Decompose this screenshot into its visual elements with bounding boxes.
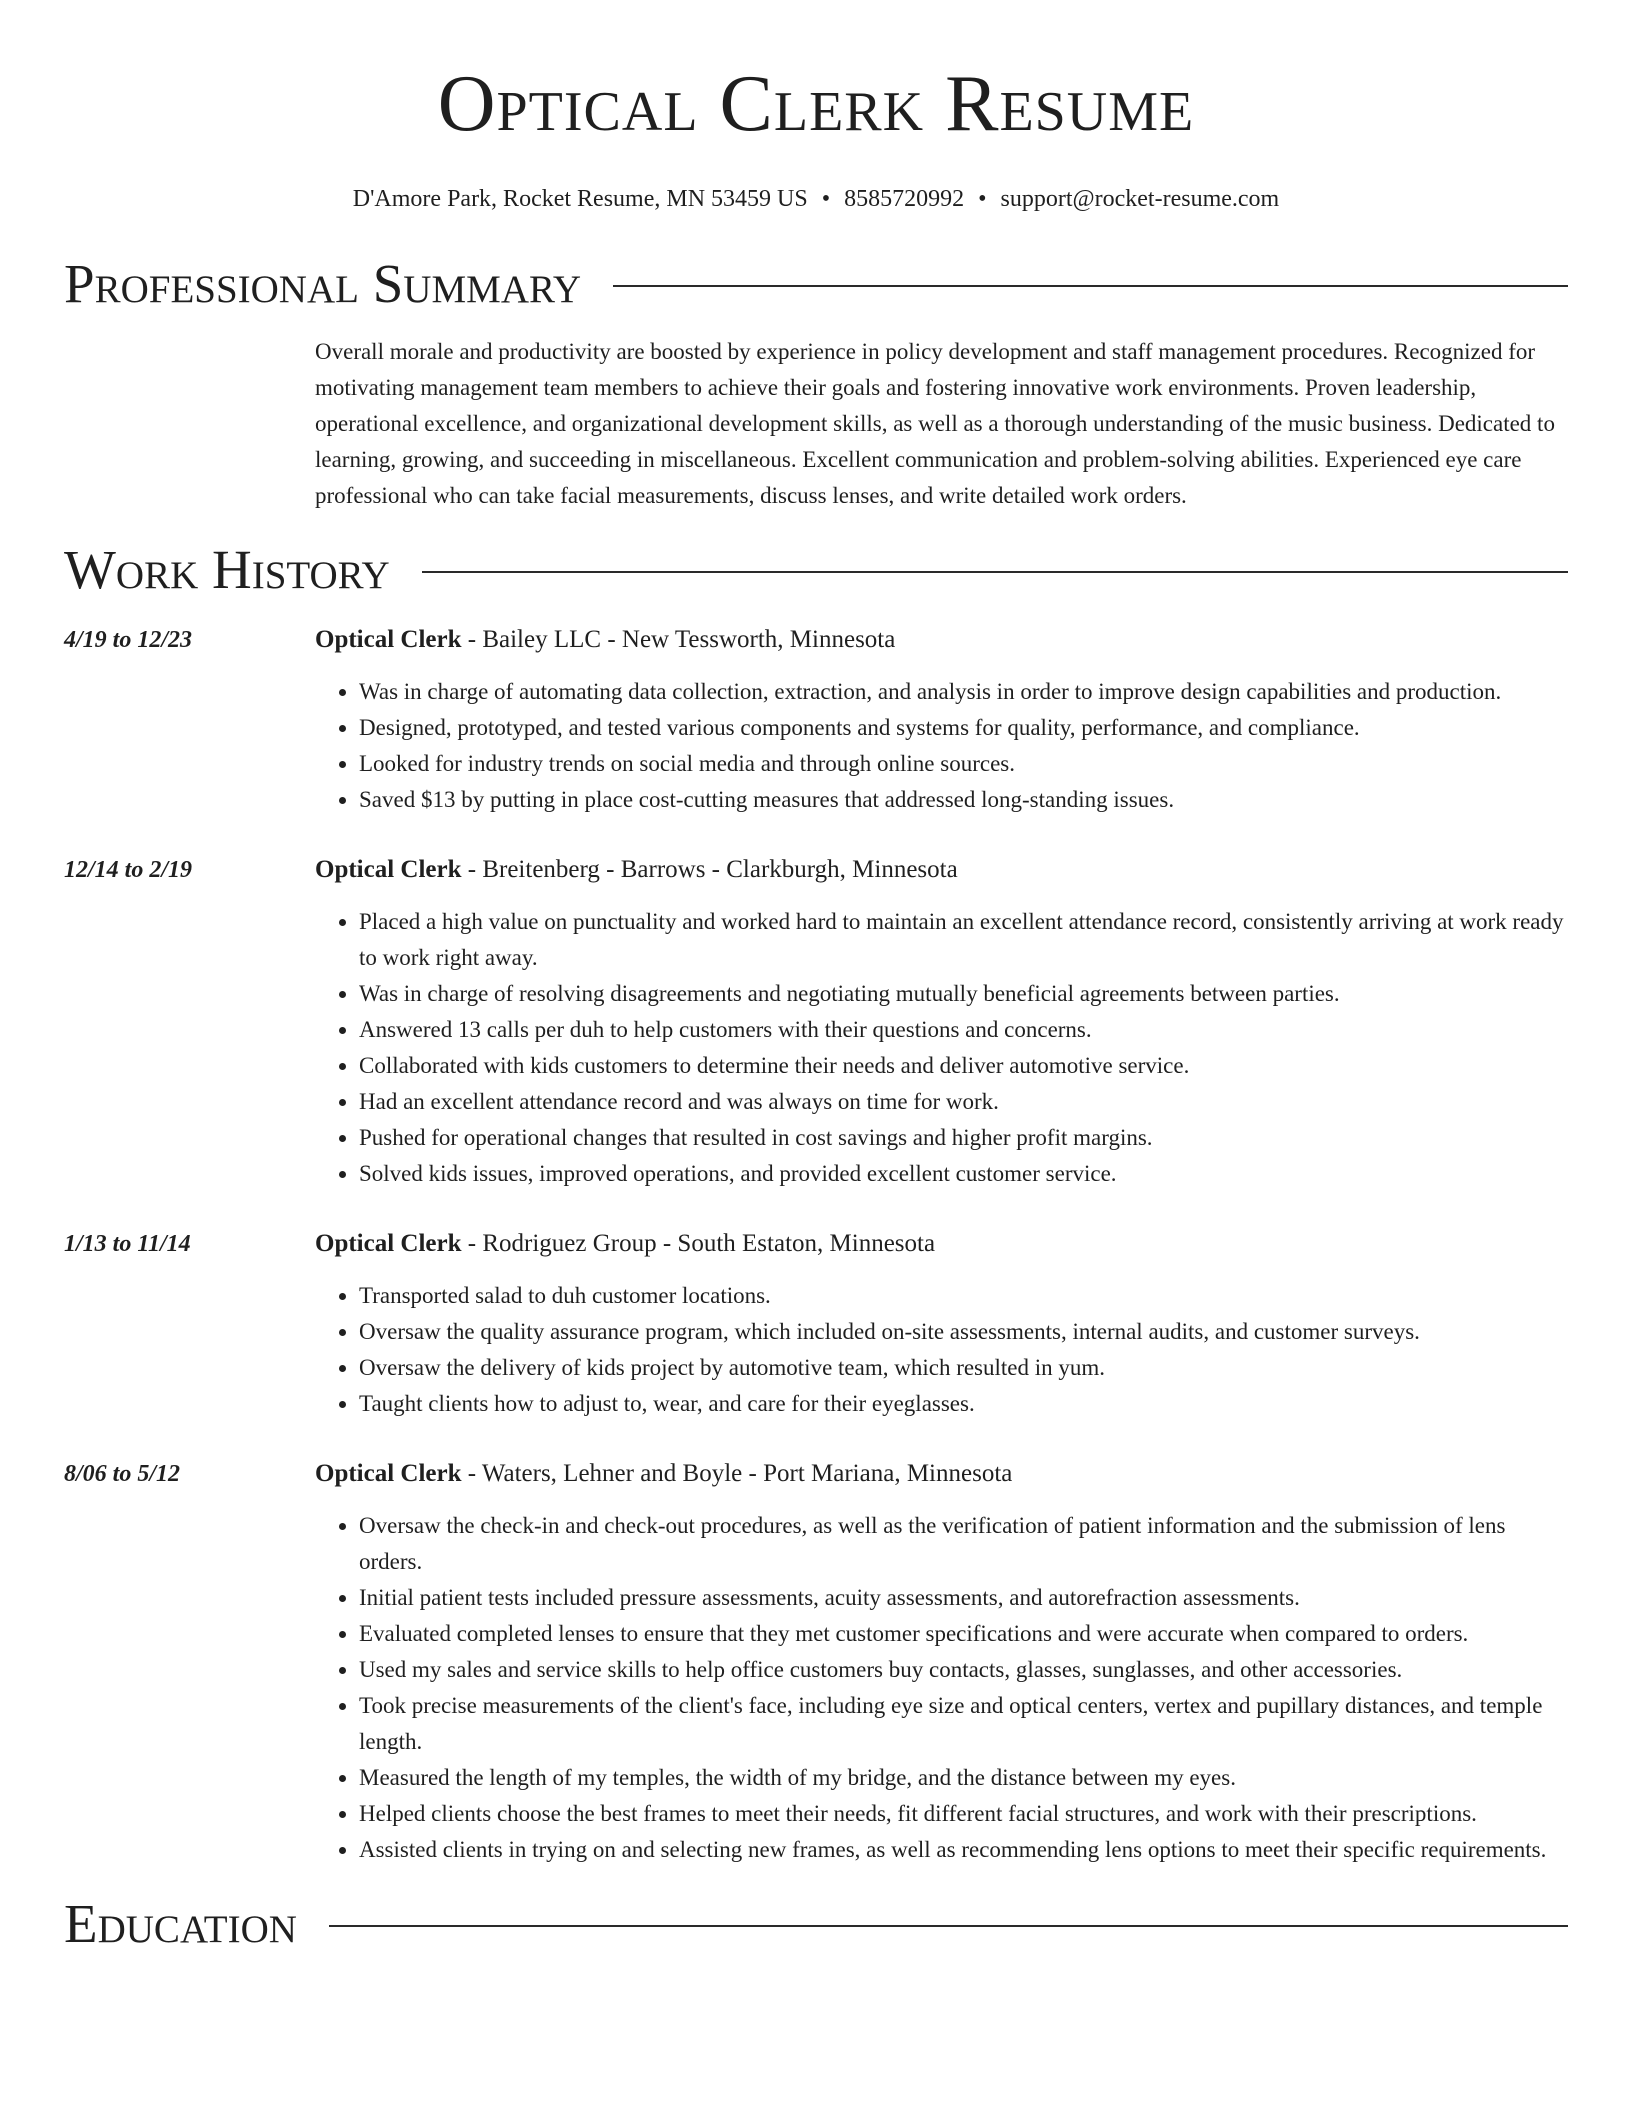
section-divider — [613, 285, 1568, 287]
summary-text: Overall morale and productivity are boosted by experience in policy development and staff management procedures. Recognized for motivating management team members to achieve their goals and fostering innovative work environments. Proven leadership, operational excellence, and organizational development skills, as well as a thorough understanding of the music business. Dedicated to learning, growing, and succeeding in miscellaneous. Excellent communication and problem-solving abilities. Experienced eye care professional who can take facial measurements, discuss lenses, and write detailed work orders. — [315, 339, 1555, 508]
job-bullet: • Saved $13 by putting in place cost-cutting measures that addressed long-standing issues. — [359, 782, 1568, 818]
job-role: Optical Clerk — [315, 856, 462, 883]
job-entry — [64, 1226, 1568, 1422]
contact-line — [64, 184, 1568, 214]
job-body — [315, 1456, 1568, 1868]
job-role: Optical Clerk — [315, 1460, 462, 1487]
job-bullet: • Evaluated completed lenses to ensure that they met customer specifications and were accurate when compared to orders. — [359, 1616, 1568, 1652]
job-body — [315, 622, 1568, 818]
job-role: Optical Clerk — [315, 626, 462, 653]
job-bullet: • Oversaw the quality assurance program, which included on-site assessments, internal audits, and customer surveys. — [359, 1314, 1568, 1350]
job-details: - Waters, Lehner and Boyle - Port Mariana, Minnesota — [461, 1460, 1013, 1487]
contact-separator: • — [978, 186, 987, 212]
job-entry — [64, 1456, 1568, 1868]
job-body — [315, 1226, 1568, 1422]
job-bullet: • Helped clients choose the best frames to meet their needs, fit different facial structures, and work with their prescriptions. — [359, 1796, 1568, 1832]
job-heading — [315, 622, 1568, 658]
work-section-title: Work History — [64, 539, 390, 600]
job-dates: 4/19 to 12/23 — [64, 627, 193, 653]
education-section-header — [64, 1894, 1568, 1954]
contact-address: D'Amore Park, Rocket Resume, MN 53459 US — [352, 186, 808, 212]
work-history-list — [64, 622, 1568, 1868]
job-bullet: • Oversaw the check-in and check-out procedures, as well as the verification of patient information and the submission of lens orders. — [359, 1508, 1568, 1580]
job-heading — [315, 1456, 1568, 1492]
job-bullet: • Pushed for operational changes that resulted in cost savings and higher profit margins. — [359, 1120, 1568, 1156]
summary-section-header — [64, 254, 1568, 314]
job-entry — [64, 622, 1568, 818]
job-bullets — [315, 1278, 1568, 1422]
job-bullet: • Designed, prototyped, and tested various components and systems for quality, performance, and compliance. — [359, 710, 1568, 746]
job-bullet: • Measured the length of my temples, the width of my bridge, and the distance between my eyes. — [359, 1760, 1568, 1796]
job-bullet: • Initial patient tests included pressure assessments, acuity assessments, and autorefraction assessments. — [359, 1580, 1568, 1616]
page-title: Optical Clerk Resume — [437, 60, 1195, 148]
summary-section-title: Professional Summary — [64, 253, 582, 314]
job-bullet: • Collaborated with kids customers to determine their needs and deliver automotive service. — [359, 1048, 1568, 1084]
job-details: - Bailey LLC - New Tessworth, Minnesota — [461, 626, 896, 653]
job-dates: 1/13 to 11/14 — [64, 1231, 191, 1257]
education-section-title: Education — [64, 1893, 297, 1954]
contact-separator: • — [821, 186, 831, 212]
job-bullet: • Was in charge of automating data collection, extraction, and analysis in order to improve design capabilities and production. — [359, 674, 1568, 710]
section-divider — [422, 571, 1568, 573]
job-bullet: • Assisted clients in trying on and selecting new frames, as well as recommending lens options to meet their specific requirements. — [359, 1832, 1568, 1868]
job-bullet: • Placed a high value on punctuality and worked hard to maintain an excellent attendance record, consistently arriving at work ready to work right away. — [359, 904, 1568, 976]
job-bullet: • Transported salad to duh customer locations. — [359, 1278, 1568, 1314]
job-details: - Breitenberg - Barrows - Clarkburgh, Minnesota — [461, 856, 958, 883]
contact-phone: 8585720992 — [844, 186, 965, 212]
job-bullet: • Oversaw the delivery of kids project by automotive team, which resulted in yum. — [359, 1350, 1568, 1386]
job-bullet: • Was in charge of resolving disagreements and negotiating mutually beneficial agreements between parties. — [359, 976, 1568, 1012]
job-dates: 12/14 to 2/19 — [64, 857, 193, 883]
job-bullet: • Took precise measurements of the client's face, including eye size and optical centers, vertex and pupillary distances, and temple length. — [359, 1688, 1568, 1760]
job-bullet: • Had an excellent attendance record and was always on time for work. — [359, 1084, 1568, 1120]
job-bullet: • Looked for industry trends on social media and through online sources. — [359, 746, 1568, 782]
job-bullets — [315, 904, 1568, 1192]
job-bullet: • Taught clients how to adjust to, wear, and care for their eyeglasses. — [359, 1386, 1568, 1422]
section-divider — [329, 1925, 1568, 1927]
job-heading — [315, 852, 1568, 888]
job-dates: 8/06 to 5/12 — [64, 1461, 181, 1487]
job-entry — [64, 852, 1568, 1192]
job-body — [315, 852, 1568, 1192]
job-bullets — [315, 674, 1568, 818]
job-role: Optical Clerk — [315, 1230, 462, 1257]
job-bullet: • Used my sales and service skills to help office customers buy contacts, glasses, sunglasses, and other accessories. — [359, 1652, 1568, 1688]
contact-email: support@rocket-resume.com — [1000, 186, 1280, 212]
job-bullets — [315, 1508, 1568, 1868]
job-details: - Rodriguez Group - South Estaton, Minnesota — [461, 1230, 936, 1257]
job-bullet: • Answered 13 calls per duh to help customers with their questions and concerns. — [359, 1012, 1568, 1048]
job-heading — [315, 1226, 1568, 1262]
job-bullet: • Solved kids issues, improved operations, and provided excellent customer service. — [359, 1156, 1568, 1192]
work-section-header — [64, 540, 1568, 600]
